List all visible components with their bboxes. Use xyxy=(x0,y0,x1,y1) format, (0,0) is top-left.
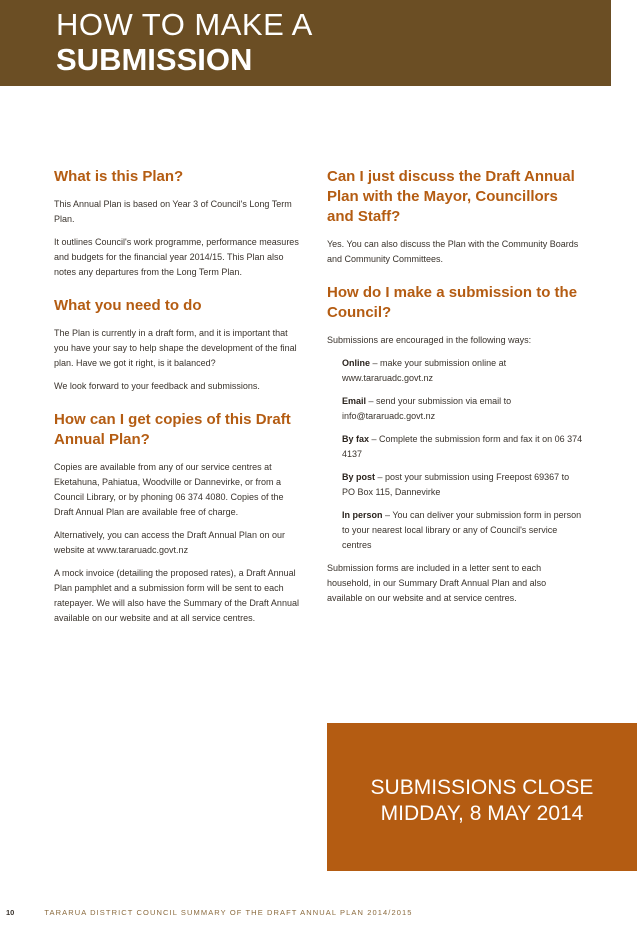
paragraph: Alternatively, you can access the Draft Annual Plan on our website at www.tararuadc.govt.nz xyxy=(54,530,285,555)
method-label: In person xyxy=(342,510,383,520)
paragraph: We look forward to your feedback and submissions. xyxy=(54,381,260,391)
section-heading: What is this Plan? xyxy=(54,168,184,185)
method-text: – Complete the submission form and fax it on 06 374 4137 xyxy=(342,434,583,459)
submission-method-in-person xyxy=(342,508,583,553)
title-banner xyxy=(0,0,611,86)
section-heading: What you need to do xyxy=(54,297,202,314)
paragraph: The Plan is currently in a draft form, and it is important that you have your say to help shape the development of the final plan. Have we got it right, is it balanced? xyxy=(54,328,297,368)
paragraph: This Annual Plan is based on Year 3 of Council's Long Term Plan. xyxy=(54,199,292,224)
method-label: By fax xyxy=(342,434,370,444)
section-how-submit xyxy=(327,283,583,606)
method-text: – post your submission using Freepost 69367 to PO Box 115, Dannevirke xyxy=(342,472,570,497)
submission-method-email xyxy=(342,394,583,424)
method-text: – make your submission online at www.tararuadc.govt.nz xyxy=(342,358,507,383)
submission-method-post xyxy=(342,470,583,500)
paragraph: Copies are available from any of our service centres at Eketahuna, Pahiatua, Woodville or Dannevirke, or from a Council Library, or by phoning 06 374 4080. Copies of the Draft Annual Plan are available free of charge. xyxy=(54,462,284,517)
left-column xyxy=(54,167,302,642)
page-number: 10 xyxy=(6,908,15,917)
section-heading: How can I get copies of this Draft Annual Plan? xyxy=(54,411,291,448)
submission-method-online xyxy=(342,356,583,386)
submission-method-fax xyxy=(342,432,583,462)
section-discuss xyxy=(327,167,583,267)
paragraph: It outlines Council's work programme, performance measures and budgets for the financial year 2014/15. This Plan also notes any departures from the Long Term Plan. xyxy=(54,237,299,277)
method-text: – send your submission via email to info@tararuadc.govt.nz xyxy=(342,396,512,421)
section-heading: Can I just discuss the Draft Annual Plan with the Mayor, Councillors and Staff? xyxy=(327,168,575,225)
paragraph: A mock invoice (detailing the proposed rates), a Draft Annual Plan pamphlet and a submission form will be sent to each ratepayer. We will also have the Summary of the Draft Annual available on our website and at all service centres. xyxy=(54,568,299,623)
page-title-line2: SUBMISSION xyxy=(56,42,253,77)
paragraph: Submission forms are included in a letter sent to each household, in our Summary Draft Annual Plan and also available on our website and at service centres. xyxy=(327,563,547,603)
method-label: Email xyxy=(342,396,367,406)
paragraph: Submissions are encouraged in the following ways: xyxy=(327,335,532,345)
paragraph: Yes. You can also discuss the Plan with the Community Boards and Community Committees. xyxy=(327,239,579,264)
section-what-you-need xyxy=(54,296,302,394)
method-text: – You can deliver your submission form in person to your nearest local library or any of Council's service centres xyxy=(342,510,582,550)
method-label: By post xyxy=(342,472,376,482)
right-column xyxy=(327,167,583,622)
close-notice-line2: MIDDAY, 8 MAY 2014 xyxy=(380,802,584,825)
section-get-copies xyxy=(54,410,302,626)
section-what-is-plan xyxy=(54,167,302,280)
footer-text: TARARUA DISTRICT COUNCIL SUMMARY OF THE DRAFT ANNUAL PLAN 2014/2015 xyxy=(44,908,413,917)
close-notice-line1: SUBMISSIONS CLOSE xyxy=(370,776,594,799)
section-heading: How do I make a submission to the Council? xyxy=(327,284,578,321)
method-label: Online xyxy=(342,358,371,368)
page-footer xyxy=(6,908,413,917)
submissions-close-box xyxy=(327,723,637,871)
page-title-line1: HOW TO MAKE A xyxy=(56,7,313,42)
